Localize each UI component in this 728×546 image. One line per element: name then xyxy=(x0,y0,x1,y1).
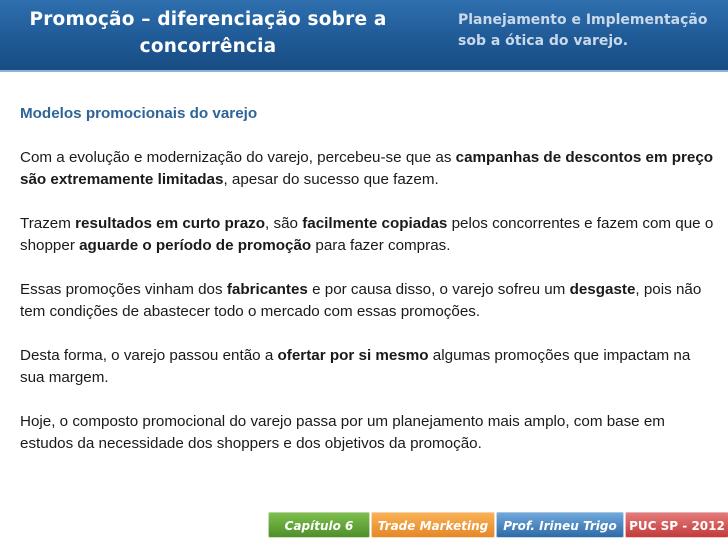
emphasis-text: fabricantes xyxy=(226,281,308,298)
section-title: Modelos promocionais do varejo xyxy=(20,105,258,122)
footer-tab-institution: PUC SP - 2012 xyxy=(625,512,728,538)
body-text: pelos concorrentes e fazem com que o shopper xyxy=(20,215,714,254)
paragraph-1 xyxy=(20,147,715,191)
body-text: , apesar do sucesso que fazem. xyxy=(223,171,439,188)
footer-tab-course: Trade Marketing xyxy=(371,512,495,538)
paragraph-3 xyxy=(20,279,715,323)
body-text: e por causa disso, o varejo sofreu um xyxy=(307,281,570,298)
body-text: Desta forma, o varejo passou então a xyxy=(20,347,278,364)
body-text: Com a evolução e modernização do varejo, percebeu-se que as xyxy=(20,149,456,166)
body-text: para fazer compras. xyxy=(311,237,451,254)
slide-title: Promoção – diferenciação sobre a concorrência xyxy=(29,9,387,57)
body-text: , são xyxy=(265,215,303,232)
footer-tab-professor: Prof. Irineu Trigo xyxy=(496,512,624,538)
body-text: algumas promoções que impactam na sua margem. xyxy=(20,347,691,386)
emphasis-text: desgaste xyxy=(569,281,636,298)
body-text: Essas promoções vinham dos xyxy=(20,281,227,298)
footer-tab-chapter: Capítulo 6 xyxy=(268,512,370,538)
emphasis-text: campanhas de descontos em preço são extremamente limitadas xyxy=(20,149,714,188)
slide-content xyxy=(20,103,715,477)
emphasis-text: aguarde o período de promoção xyxy=(79,237,312,254)
slide-subtitle: Planejamento e Implementação sob a ótica do varejo. xyxy=(458,12,708,49)
header-divider xyxy=(0,70,728,72)
body-text: Trazem xyxy=(20,215,76,232)
paragraph-2 xyxy=(20,213,715,257)
footer-tabs xyxy=(268,512,728,540)
paragraph-5 xyxy=(20,411,715,455)
emphasis-text: ofertar por si mesmo xyxy=(277,347,429,364)
emphasis-text: facilmente copiadas xyxy=(302,215,448,232)
paragraph-4 xyxy=(20,345,715,389)
slide-header xyxy=(0,0,728,70)
emphasis-text: resultados em curto prazo xyxy=(75,215,266,232)
body-text: Hoje, o composto promocional do varejo passa por um planejamento mais amplo, com base em estudos da necessidade dos shoppers e dos objetivos da promoção. xyxy=(20,413,665,452)
body-text: , pois não tem condições de abastecer todo o mercado com essas promoções. xyxy=(20,281,702,320)
